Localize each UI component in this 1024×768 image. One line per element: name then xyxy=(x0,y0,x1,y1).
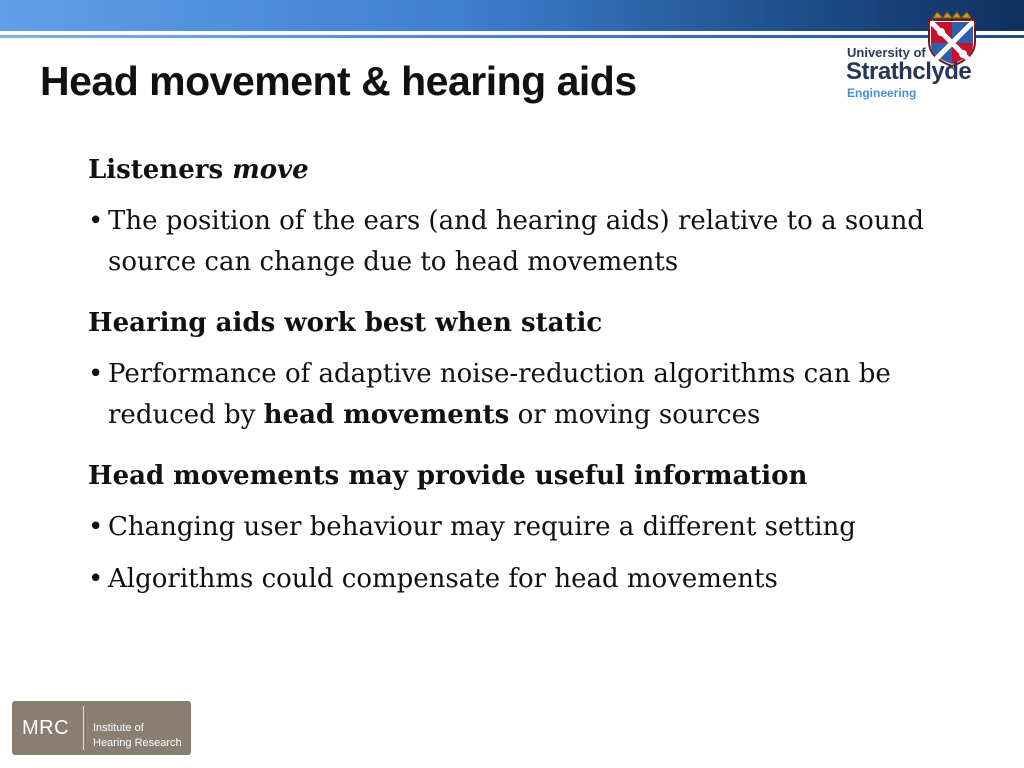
bullet-item: • Algorithms could compensate for head movements xyxy=(88,559,968,600)
logo-line-1: University of xyxy=(847,45,926,60)
bullet-bold-text: head movements xyxy=(263,400,510,430)
mrc-divider xyxy=(83,706,84,750)
section-heading-static: Hearing aids work best when static xyxy=(88,308,603,338)
heading-emphasis: move xyxy=(232,155,309,185)
bullet-item: • The position of the ears (and hearing aids) relative to a sound source can change due to head movements xyxy=(88,201,968,283)
bullet-item xyxy=(88,354,968,436)
mrc-line-2: Hearing Research xyxy=(93,737,182,749)
section-heading-listeners xyxy=(88,150,968,190)
logo-line-3: Engineering xyxy=(847,86,917,100)
logo-line-2: Strathclyde xyxy=(846,58,972,85)
university-wordmark xyxy=(846,46,971,99)
section-heading-information: Head movements may provide useful information xyxy=(88,461,808,491)
slide-body xyxy=(88,150,968,600)
mrc-line-1: Institute of xyxy=(93,722,144,734)
bullet-text: Performance of adaptive noise-reduction algorithms can be reduced by xyxy=(108,359,891,430)
mrc-logo xyxy=(12,701,191,755)
bullet-text: or moving sources xyxy=(509,400,761,430)
bullet-item: • Changing user behaviour may require a different setting xyxy=(88,507,968,548)
slide-title: Head movement & hearing aids xyxy=(40,58,637,104)
mrc-acronym: MRC xyxy=(22,717,70,739)
mrc-institute-name xyxy=(93,721,182,751)
heading-text: Listeners xyxy=(88,155,233,185)
